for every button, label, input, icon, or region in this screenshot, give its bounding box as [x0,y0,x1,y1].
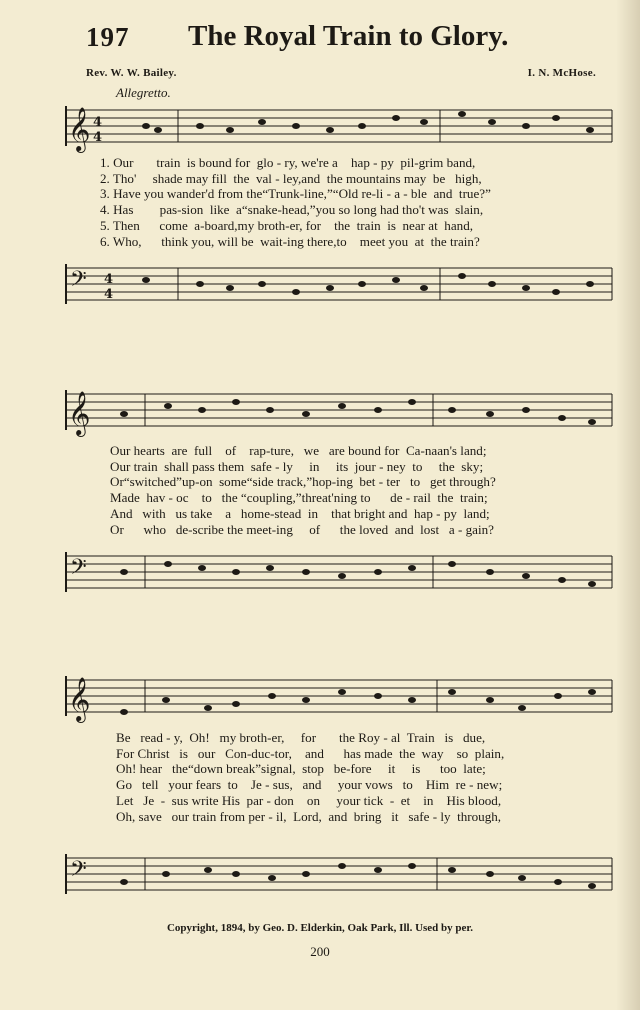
bass-clef-icon: 𝄢 [70,267,87,297]
lyric-line: Oh! hear the“down break”signal, stop be-fore it is too late; [116,761,486,777]
staff-lines [66,264,612,304]
staff-lines [66,552,612,592]
lyric-line: Be read - y, Oh! my broth-er, for the Roy - al Train is due, [116,730,486,745]
lyric-line: For Christ is our Con-duc-tor, and has made the way so plain, [116,745,505,761]
lyric-line: 1. Our train is bound for glo - ry, we're a hap - py pil-grim band, [100,155,476,170]
notes [142,111,594,133]
verse-lyrics-1 [100,155,620,249]
treble-clef-icon: 𝄞 [68,677,91,721]
bass-staff-3 [0,845,640,900]
hymn-title: The Royal Train to Glory. [188,20,509,52]
staff-lines [66,676,612,716]
lyric-line: 4. Has pas-sion like a“snake-head,”you so long had tho't was slain, [100,202,484,218]
bass-clef-icon: 𝄢 [70,555,87,585]
treble-staff-1 [0,100,640,150]
page-edge-shadow [616,0,640,1010]
time-signature-bottom: 4 [93,130,103,145]
lyric-line: Let Je - sus write His par - don on your tick - et in His blood, [116,792,502,808]
lyric-line: 2. Tho' shade may fill the val - ley,and the mountains may be high, [100,170,482,186]
notes [120,561,596,587]
treble-staff-3 [0,672,640,722]
lyric-line: Or who de-scribe the meet-ing of the loved and lost a - gain? [110,521,494,537]
notes [120,863,596,889]
bass-clef-icon: 𝄢 [70,857,87,887]
staff-lines [66,390,612,430]
lyric-line: 5. Then come a-board,my broth-er, for the train is near at hand, [100,217,474,233]
time-signature-top: 4 [93,115,103,130]
verse-lyrics-3 [116,730,636,824]
lyric-line: Made hav - oc to the “coupling,”threat'ning to de - rail the train; [110,490,488,506]
lyric-line: Our train shall pass them safe - ly in its jour - ney to the sky; [110,458,484,474]
bass-staff-1 [0,260,640,310]
page-number: 200 [310,944,330,959]
time-signature-bottom: 4 [104,287,114,302]
copyright-notice: Copyright, 1894, by Geo. D. Elderkin, Oak Park, Ill. Used by per. [166,922,474,934]
time-signature-top: 4 [104,272,114,287]
lyric-line: Go tell your fears to Je - sus, and your vows to Him re - new; [116,777,503,793]
composer-credit: I. N. McHose. [527,67,596,79]
verse-lyrics-2 [110,443,630,537]
lyric-line: 3. Have you wander'd from the“Trunk-line,”“Old re-li - a - ble and true?” [100,186,491,202]
treble-clef-icon: 𝄞 [68,107,91,151]
lyric-line: And with us take a home-stead in that bright and hap - py land; [110,505,490,521]
lyric-line: Oh, save our train from per - il, Lord, and bring it safe - ly through, [116,808,502,824]
lyricist-credit: Rev. W. W. Bailey. [86,67,177,79]
lyric-line: 6. Who, think you, will be wait-ing there,to meet you at the train? [100,233,480,249]
treble-staff-2 [0,385,640,435]
lyric-line: Our hearts are full of rap-ture, we are bound for Ca-naan's land; [110,443,487,458]
lyric-line: Or“switched”up-on some“side track,”hop-ing bet - ter to get through? [110,474,496,490]
bass-staff-2 [0,548,640,598]
notes [120,689,596,715]
hymn-number: 197 [86,22,130,52]
notes [120,399,596,425]
treble-clef-icon: 𝄞 [68,391,91,435]
staff-lines [66,854,612,894]
tempo-marking: Allegretto. [116,85,171,100]
